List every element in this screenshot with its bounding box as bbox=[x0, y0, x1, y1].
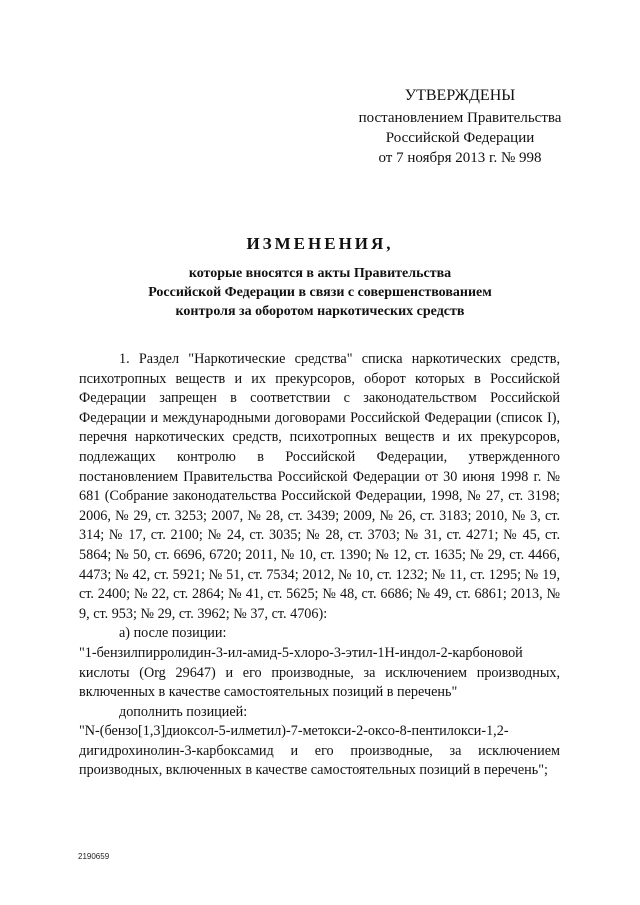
approval-title: УТВЕРЖДЕНЫ bbox=[404, 87, 516, 104]
heading-subtitle-2: Российской Федерации в связи с совершенствованием bbox=[148, 285, 492, 300]
document-code: 2190659 bbox=[78, 852, 110, 861]
approval-line-1: постановлением Правительства bbox=[358, 110, 562, 126]
quoted-position-1: "1-бензилпирролидин-3-ил-амид-5-хлоро-3-этил-1H-индол-2-карбоновой кислоты (Org 29647) и его производные, за исключением производных, включенных в качестве самостоятельных позиций в перечень" bbox=[79, 644, 560, 701]
subitem-a: а) после позиции: bbox=[119, 625, 227, 642]
heading-subtitle-1: которые вносятся в акты Правительства bbox=[188, 266, 452, 281]
approval-block bbox=[330, 86, 590, 168]
document-body bbox=[79, 350, 560, 781]
heading-title: ИЗМЕНЕНИЯ, bbox=[246, 234, 394, 253]
paragraph-1: 1. Раздел "Наркотические средства" списка наркотических средств, психотропных веществ и их прекурсоров, оборот которых в Российской Федерации запрещен в соответствии с законодательством Российской Федерации и международными договорами Российской Федерации (список I), перечня наркотических средств, психотропных веществ и их прекурсоров, подлежащих контролю в Российской Федерации, утвержденного постановлением Правительства Российской Федерации от 30 июня 1998 г. № 681 (Собрание законодательства Российской Федерации, 1998, № 27, ст. 3198; 2006, № 29, ст. 3253; 2007, № 28, ст. 3439; 2009, № 26, ст. 3183; 2010, № 3, ст. 314; № 17, ст. 2100; № 24, ст. 3035; № 28, ст. 3703; № 31, ст. 4271; № 45, ст. 5864; № 50, ст. 6696, 6720; 2011, № 10, ст. 1390; № 12, ст. 1635; № 29, ст. 4466, 4473; № 42, ст. 5921; № 51, ст. 7534; 2012, № 10, ст. 1232; № 11, ст. 1295; № 19, ст. 2400; № 22, ст. 2864; № 41, ст. 5625; № 48, ст. 6686; № 49, ст. 6861; 2013, № 9, ст. 953; № 29, ст. 3962; № 37, ст. 4706): bbox=[79, 351, 560, 622]
approval-line-3: от 7 ноября 2013 г. № 998 bbox=[378, 150, 542, 166]
quoted-position-2: "N-(бензо[1,3]диоксол-5-илметил)-7-метокси-2-оксо-8-пентилокси-1,2-дигидрохинолин-3-карбоксамид и его производные, за исключением производных, включенных в качестве самостоятельных позиций в перечень"; bbox=[79, 723, 560, 779]
heading-subtitle-3: контроля за оборотом наркотических средств bbox=[175, 304, 465, 319]
add-position-label: дополнить позицией: bbox=[119, 703, 248, 720]
approval-line-2: Российской Федерации bbox=[385, 130, 535, 146]
document-heading bbox=[0, 234, 640, 321]
